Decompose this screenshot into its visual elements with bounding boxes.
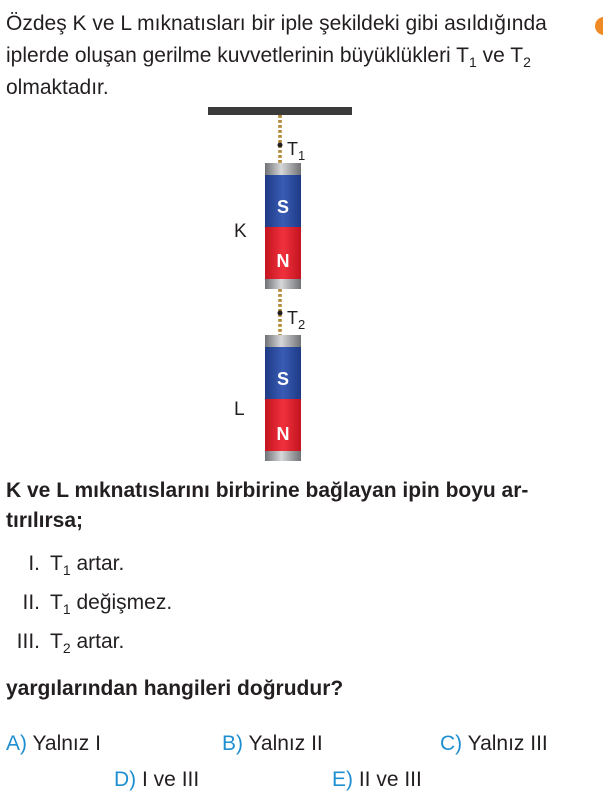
statement-text: $T_1$ değişmez. [50, 591, 173, 617]
choice-text: Yalnız III [462, 732, 548, 755]
statement-text: $T_1$ artar. [50, 552, 125, 578]
choice-d[interactable] [114, 766, 199, 794]
intro-t1-subscript: 1 [469, 54, 477, 70]
question-closing: yargılarından hangileri doğrudur? [6, 677, 344, 700]
magnet-k-label: K [234, 221, 247, 242]
ceiling-bar [208, 107, 352, 115]
statement-number: II. [22, 591, 40, 614]
magnet-k-south-pole: S [276, 197, 290, 217]
magnet-l-north-pole: N [276, 424, 290, 444]
choice-letter: B) [222, 732, 243, 755]
question-stem [6, 476, 528, 536]
choice-b[interactable] [222, 730, 323, 758]
intro-line-2-text: iplerde oluşan gerilme kuvvetlerinin büyüklükleri T [6, 44, 470, 67]
choice-letter: E) [332, 768, 353, 791]
statement-text: $T_2$ artar. [50, 630, 125, 656]
tension-2-label: $T_2$ [287, 308, 306, 332]
magnet-l-south-pole: S [276, 369, 290, 389]
choice-c[interactable] [440, 730, 548, 758]
question-line-1: K ve L mıknatıslarını birbirine bağlayan ipin boyu ar- [6, 479, 529, 502]
magnet-l-label: L [234, 399, 245, 420]
tension-2-point [278, 311, 283, 316]
choice-a[interactable] [6, 730, 101, 758]
statement-number: I. [28, 552, 40, 575]
magnet-k-north-pole: N [276, 251, 290, 271]
choice-text: II ve III [353, 768, 422, 791]
magnet-k [265, 163, 301, 289]
choice-text: Yalnız II [243, 732, 323, 755]
tension-1-point [278, 143, 283, 148]
choice-e[interactable] [332, 766, 422, 794]
choice-text: I ve III [136, 768, 200, 791]
choice-text: Yalnız I [27, 732, 101, 755]
choice-letter: C) [440, 732, 463, 755]
intro-t2-subscript: 2 [523, 54, 531, 70]
statement-number: III. [16, 630, 40, 653]
intro-line-3: olmaktadır. [6, 76, 109, 99]
question-line-2: tırılırsa; [6, 509, 84, 532]
tension-1-label: $T_1$ [287, 139, 306, 163]
intro-line-1: Özdeş K ve L mıknatısları bir iple şekildeki gibi asıldığında [6, 12, 547, 35]
choice-letter: D) [114, 768, 137, 791]
choice-letter: A) [6, 732, 27, 755]
intro-line-2-mid: ve T [476, 44, 524, 67]
magnet-l [265, 335, 301, 461]
